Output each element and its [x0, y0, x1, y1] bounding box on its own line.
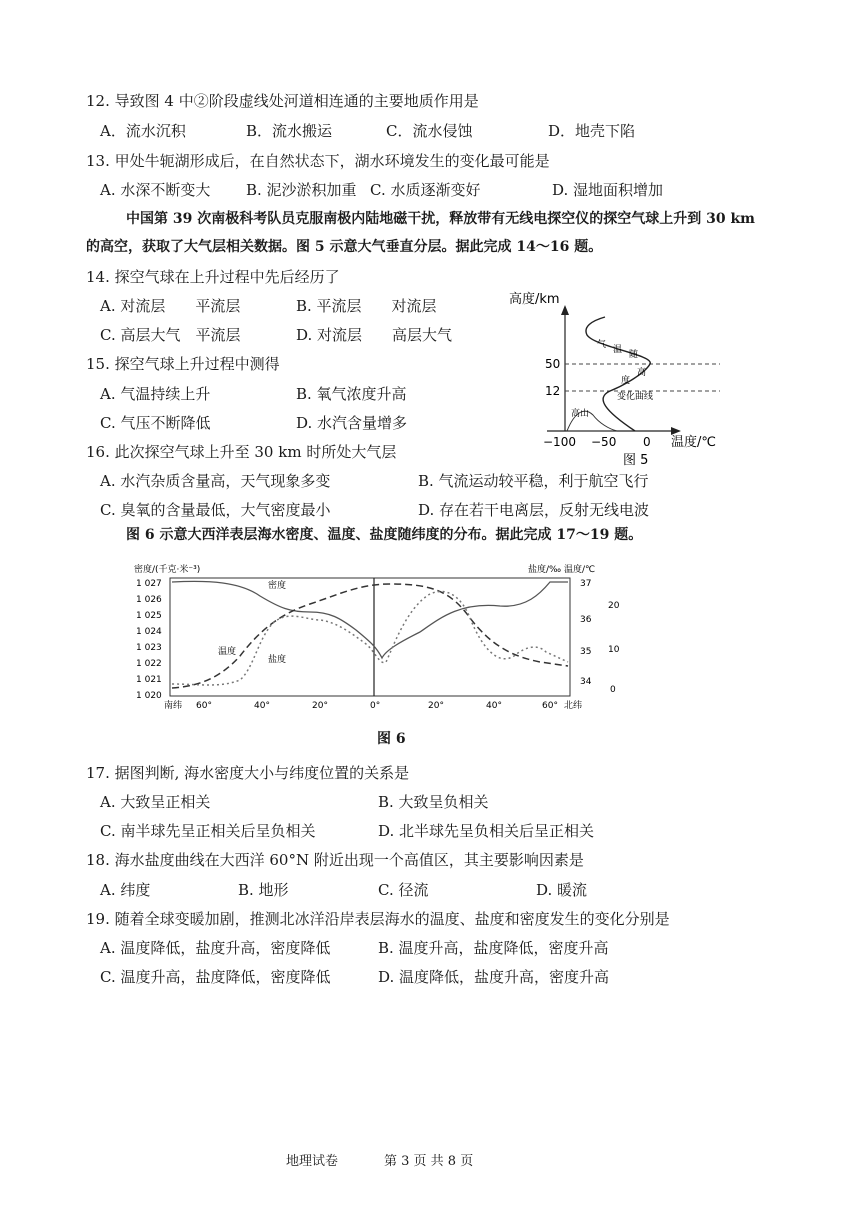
fig6-left-ticks	[136, 579, 162, 701]
q17-option-b[interactable]: B. 大致呈负相关	[378, 793, 489, 811]
q13-option-d[interactable]: D. 湿地面积增加	[552, 181, 664, 199]
q15-stem: 15. 探空气球上升过程中测得	[86, 355, 280, 373]
fig5-curve-label-6: 变化曲线	[617, 392, 654, 402]
fig6-salinity-label: 盐度	[268, 655, 287, 665]
q17-stem: 17. 据图判断, 海水密度大小与纬度位置的关系是	[86, 764, 410, 782]
fig5-y-arrow	[561, 305, 569, 315]
footer-page-number: 第 3 页 共 8 页	[384, 1154, 474, 1169]
q18-option-d[interactable]: D. 暖流	[536, 881, 588, 899]
fig6-yl-0: 1 027	[136, 579, 162, 589]
fig6-density-label: 密度	[268, 581, 287, 591]
q19-option-a[interactable]: A. 温度降低，盐度升高，密度降低	[100, 939, 331, 957]
fig6-x-5: 20°	[428, 701, 444, 711]
fig6-yl-4: 1 023	[136, 643, 162, 653]
q15-option-a[interactable]: A. 气温持续上升	[100, 385, 211, 403]
fig6-ys-2: 35	[580, 647, 592, 657]
q14-option-c[interactable]: C. 高层大气 平流层	[100, 326, 241, 344]
q12-stem: 12. 导致图 4 中②阶段虚线处河道相连通的主要地质作用是	[86, 92, 479, 110]
fig6-ys-3: 34	[580, 677, 592, 687]
fig6-x-7: 60°	[542, 701, 558, 711]
figure-6-atlantic-chart	[130, 558, 650, 718]
q15-option-b[interactable]: B. 氧气浓度升高	[296, 385, 407, 403]
q13-stem: 13. 甲处牛轭湖形成后，在自然状态下，湖水环境发生的变化最可能是	[86, 152, 550, 170]
fig6-ys-0: 37	[580, 579, 592, 589]
q12-option-b[interactable]: B．流水搬运	[246, 122, 333, 140]
fig6-x-ticks	[164, 699, 582, 711]
fig5-tick-50: 50	[545, 357, 561, 371]
fig6-yl-3: 1 024	[136, 627, 162, 637]
fig6-x-4: 0°	[370, 701, 381, 711]
fig6-plot-frame	[170, 578, 570, 696]
fig6-temperature-curve	[172, 584, 568, 688]
fig6-yl-2: 1 025	[136, 611, 162, 621]
fig5-y-axis-label: 高度/km	[509, 292, 560, 307]
intro-14-16-line1: 中国第 39 次南极科考队员克服南极内陆地磁干扰，释放带有无线电探空仪的探空气球上升到 30 km	[126, 211, 755, 227]
fig6-ys-1: 36	[580, 615, 592, 625]
q16-stem: 16. 此次探空气球上升至 30 km 时所处大气层	[86, 443, 397, 461]
fig5-x-arrow	[671, 427, 681, 435]
q19-option-d[interactable]: D. 温度降低，盐度升高，密度升高	[378, 968, 610, 986]
q19-option-c[interactable]: C. 温度升高，盐度降低，密度降低	[100, 968, 331, 986]
figure-5-atmosphere-diagram	[505, 283, 735, 468]
fig5-tick-n50: −50	[591, 435, 617, 449]
fig5-caption: 图 5	[623, 453, 649, 468]
q16-option-a[interactable]: A. 水汽杂质含量高，天气现象多变	[100, 472, 331, 490]
fig6-yt-1: 10	[608, 645, 620, 655]
fig5-x-axis-label: 温度/℃	[671, 435, 716, 450]
fig5-tick-0: 0	[643, 435, 651, 449]
q19-stem: 19. 随着全球变暖加剧，推测北冰洋沿岸表层海水的温度、盐度和密度发生的变化分别是	[86, 910, 670, 928]
fig6-yl-5: 1 022	[136, 659, 162, 669]
fig6-x-8: 北纬	[564, 701, 583, 711]
fig5-tick-n100: −100	[543, 435, 576, 449]
q12-option-c[interactable]: C．流水侵蚀	[386, 122, 473, 140]
q14-stem: 14. 探空气球在上升过程中先后经历了	[86, 268, 340, 286]
fig6-yt-0: 20	[608, 601, 620, 611]
fig6-yl-1: 1 026	[136, 595, 162, 605]
q14-option-b[interactable]: B. 平流层 对流层	[296, 297, 437, 315]
intro-17-19: 图 6 示意大西洋表层海水密度、温度、盐度随纬度的分布。据此完成 17～19 题。	[126, 527, 643, 543]
fig6-x-2: 40°	[254, 701, 270, 711]
q13-option-a[interactable]: A. 水深不断变大	[100, 181, 211, 199]
q16-option-b[interactable]: B. 气流运动较平稳，利于航空飞行	[418, 472, 649, 490]
fig6-x-6: 40°	[486, 701, 502, 711]
intro-14-16-line2: 的高空，获取了大气层相关数据。图 5 示意大气垂直分层。据此完成 14～16 题。	[86, 239, 603, 255]
fig5-curve-label-2: 温	[613, 345, 623, 355]
q17-option-a[interactable]: A. 大致呈正相关	[100, 793, 211, 811]
fig6-left-axis-label: 密度/(千克·米⁻³)	[134, 565, 201, 575]
q17-option-c[interactable]: C. 南半球先呈正相关后呈负相关	[100, 822, 316, 840]
q18-option-b[interactable]: B. 地形	[238, 881, 289, 899]
q16-option-d[interactable]: D. 存在若干电离层，反射无线电波	[418, 501, 650, 519]
fig6-yl-7: 1 020	[136, 691, 162, 701]
q18-option-a[interactable]: A. 纬度	[100, 881, 151, 899]
q18-stem: 18. 海水盐度曲线在大西洋 60°N 附近出现一个高值区，其主要影响因素是	[86, 851, 584, 869]
q14-option-a[interactable]: A. 对流层 平流层	[100, 297, 241, 315]
q18-option-c[interactable]: C. 径流	[378, 881, 429, 899]
fig6-right-ticks	[580, 579, 620, 695]
fig6-x-1: 60°	[196, 701, 212, 711]
q14-option-d[interactable]: D. 对流层 高层大气	[296, 326, 453, 344]
q17-option-d[interactable]: D. 北半球先呈负相关后呈正相关	[378, 822, 595, 840]
q16-option-c[interactable]: C. 臭氧的含量最低，大气密度最小	[100, 501, 331, 519]
q15-option-c[interactable]: C. 气压不断降低	[100, 414, 211, 432]
fig6-caption: 图 6	[377, 731, 406, 747]
fig5-tick-12: 12	[545, 384, 561, 398]
fig5-curve-label-5: 度	[621, 376, 631, 386]
q12-option-d[interactable]: D．地壳下陷	[548, 122, 636, 140]
fig6-x-3: 20°	[312, 701, 328, 711]
fig6-yt-2: 0	[610, 685, 616, 695]
fig6-yl-6: 1 021	[136, 675, 162, 685]
fig6-temp-label: 温度	[218, 647, 237, 657]
fig6-right-axis-label: 盐度/‰ 温度/℃	[528, 565, 596, 575]
q12-option-a[interactable]: A．流水沉积	[100, 122, 186, 140]
q13-option-b[interactable]: B. 泥沙淤积加重	[246, 181, 357, 199]
q15-option-d[interactable]: D. 水汽含量增多	[296, 414, 408, 432]
fig5-curve-label-1: 气	[597, 340, 607, 350]
fig5-mountain-label: 高山	[571, 409, 590, 419]
fig5-curve-label-3: 随	[629, 350, 639, 360]
footer-subject: 地理试卷	[286, 1154, 339, 1169]
fig5-curve-label-4: 高	[637, 368, 647, 378]
q13-option-c[interactable]: C. 水质逐渐变好	[370, 181, 481, 199]
q19-option-b[interactable]: B. 温度升高，盐度降低，密度升高	[378, 939, 609, 957]
fig6-x-0: 南纬	[164, 701, 183, 711]
